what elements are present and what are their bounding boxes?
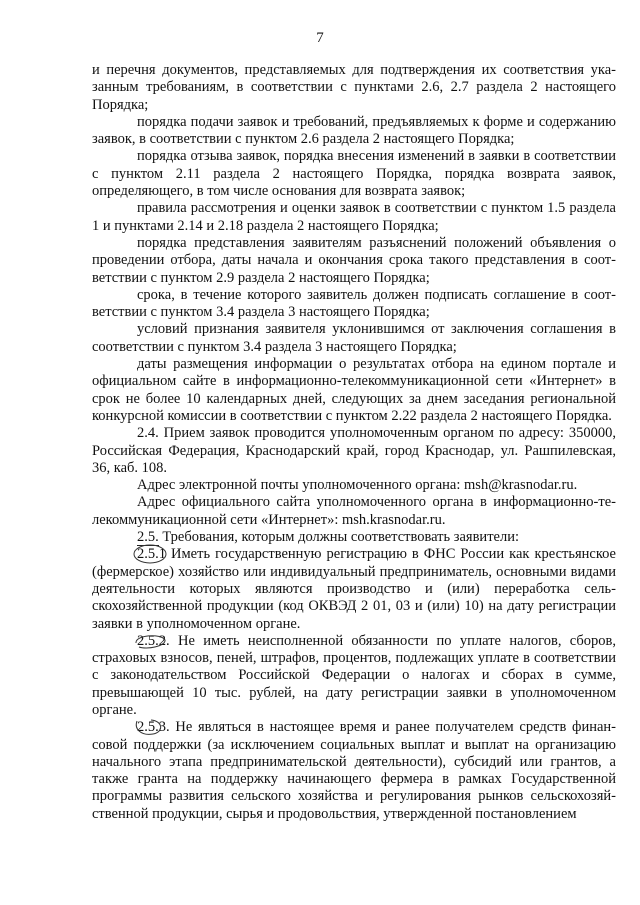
item-number-2-5-2 [137,633,170,649]
item-number-2-5-1 [137,546,166,562]
item-text: Не являться в настоящее время и ранее получателем средств финансовой поддержки (за исключением социальных выплат и выплат на организацию начального этапа предпринимательской деятельности), субсидий или грантов, а также гранта на поддержку начинающего фермера в рамках Государственной программы развития сельского хозяйства и регулирования рынков сельскохозяйственной продукции, сырья и продовольствия, утвержденной постановлением [92,719,616,822]
paragraph: срока, в течение которого заявитель должен подписать соглашение в соответствии с пунктом 3.4 раздела 3 настоящего Порядка; [92,286,616,321]
paragraph: порядка представления заявителям разъяснений положений объявления о проведении отбора, даты начала и окончания срока такого представления в соответствии с пунктом 2.9 раздела 2 настоящего Порядка; [92,234,616,286]
item-number-2-5-3 [137,719,170,735]
item-number-text: 2.5.3. [137,719,170,736]
page-number: 7 [316,30,324,46]
paragraph-2-4: 2.4. Прием заявок проводится уполномоченным органом по адресу: 350000, Российская Федерация, Краснодарский край, город Краснодар, ул. Рашпилевская, 36, каб. 108. [92,425,616,476]
document-body [92,62,616,823]
item-2-5-3 [92,719,616,823]
paragraph: условий признания заявителя уклонившимся от заключения соглашения в соответствии с пунктом 3.4 раздела 3 настоящего Порядка; [92,321,616,355]
section-text: Требования, которым должны соответствовать заявители: [158,529,519,546]
section-2-5 [92,529,616,546]
item-number-text: 2.5.2. [137,632,170,649]
paragraph: и перечня документов, представляемых для подтверждения их соответствия указанным требованиям, в соответствии с пунктами 2.6, 2.7 раздела 2 настоящего Порядка; [92,62,616,113]
paragraph: правила рассмотрения и оценки заявок в соответствии с пунктом 1.5 раздела 1 и пунктами 2.14 и 2.18 раздела 2 настоящего Порядка; [92,200,616,234]
section-number: 2.5. [137,529,159,546]
item-text: Иметь государственную регистрацию в ФНС России как крестьянское (фермерское) хозяйство или индивидуальный предприниматель, основными видами деятельности которых являются производство и (или) переработка сельскохозяйственной продукции (код ОКВЭД 2 01, 03 и (или) 10) на дату регистрации заявки в уполномоченном органе. [92,546,616,632]
paragraph-website: Адрес официального сайта уполномоченного органа в информационно-телекоммуникационной сети «Интернет»: msh.krasnodar.ru. [92,494,616,528]
paragraph: порядка подачи заявок и требований, предъявляемых к форме и содержанию заявок, в соответствии с пунктом 2.6 раздела 2 настоящего Порядка; [92,113,616,148]
item-text: Не иметь неисполненной обязанности по уплате налогов, сборов, страховых взносов, пеней, штрафов, процентов, подлежащих уплате в соответствии с законодательством Российской Федерации о налогах и сборах в сумме, превышающей 10 тыс. рублей, на дату регистрации заявки в уполномоченном органе. [92,632,616,718]
paragraph: даты размещения информации о результатах отбора на едином портале и официальном сайте в информационно-телекоммуникационной сети «Интернет» в срок не более 10 календарных дней, следующих за днем заседания региональной конкурсной комиссии в соответствии с пунктом 2.22 раздела 2 настоящего Порядка. [92,356,616,424]
paragraph-email: Адрес электронной почты уполномоченного органа: msh@krasnodar.ru. [137,477,578,494]
item-2-5-1 [92,546,616,632]
item-2-5-2 [92,633,616,719]
paragraph: порядка отзыва заявок, порядка внесения изменений в заявки в соответствии с пунктом 2.11 раздела 2 настоящего Порядка, порядка возврата заявок, определяющего, в том числе основания для возврата заявок; [92,148,616,200]
item-number-text: 2.5.1 [137,546,166,563]
